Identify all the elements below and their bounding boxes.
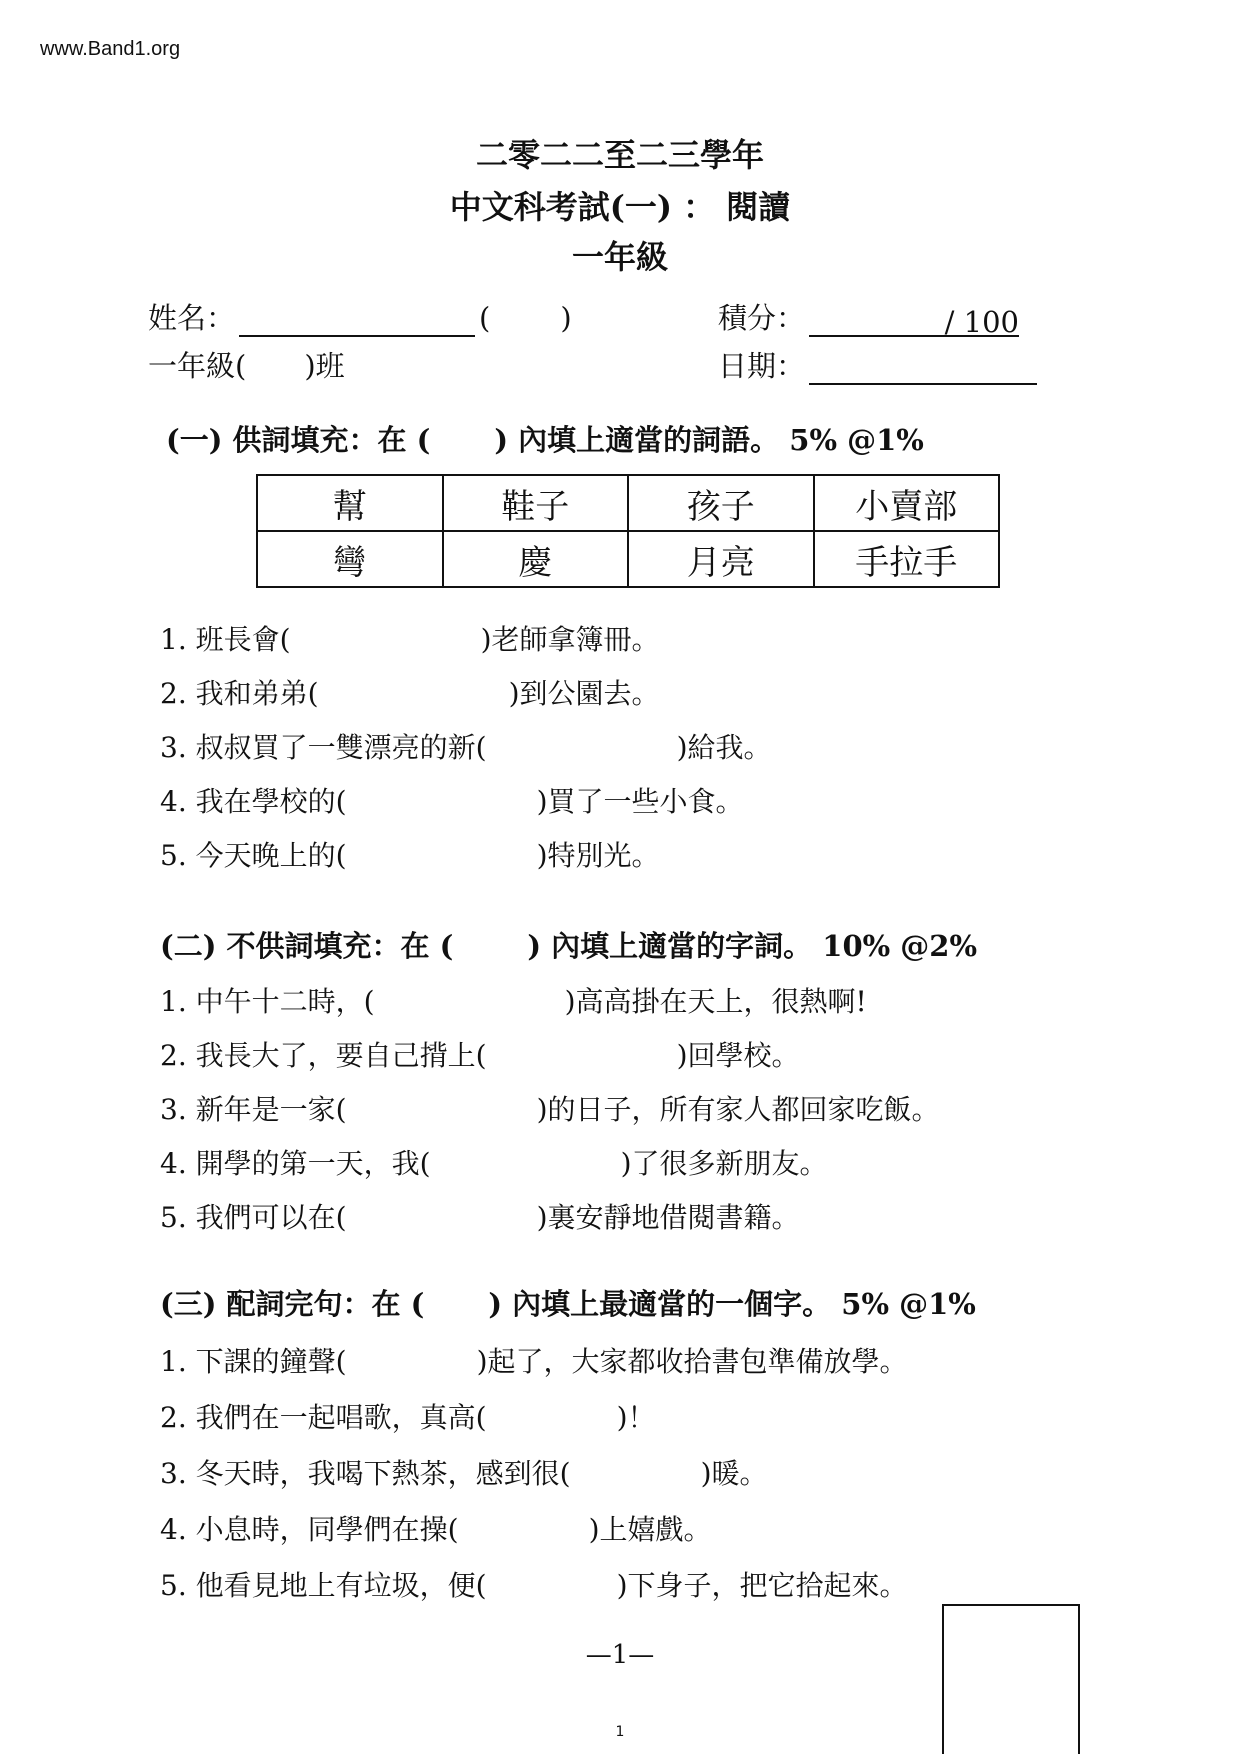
word-bank-cell: 彎	[257, 531, 443, 587]
section3-title	[160, 1282, 976, 1323]
section2-title-b: ) 內填上適當的字詞。 10% @2%	[527, 929, 978, 963]
question-number: 1.	[160, 1345, 187, 1378]
section1-title	[166, 418, 924, 459]
question-text-before: 班長會(	[195, 623, 291, 656]
word-bank-cell: 小賣部	[814, 475, 1000, 531]
date-label: 日期：	[718, 349, 806, 383]
word-bank-row	[257, 531, 999, 587]
name-blank[interactable]	[239, 305, 475, 337]
question-text-before: 我在學校的(	[195, 785, 347, 818]
question-number: 2.	[160, 1401, 187, 1434]
date-field	[718, 344, 1041, 385]
s2-question-2	[160, 1034, 800, 1074]
word-bank-cell: 孩子	[628, 475, 814, 531]
score-label: 積分：	[718, 301, 806, 335]
question-text-after: )給我。	[676, 731, 772, 764]
s2-question-3	[160, 1088, 940, 1128]
question-text-after: )起了，大家都收拾書包準備放學。	[476, 1345, 908, 1378]
name-label: 姓名：	[148, 301, 236, 335]
question-text-after: )裏安靜地借閱書籍。	[536, 1201, 800, 1234]
question-text-before: 今天晚上的(	[195, 839, 347, 872]
question-text-after: )老師拿簿冊。	[480, 623, 660, 656]
name-paren-close: )	[560, 301, 572, 335]
score-field	[718, 296, 1023, 337]
word-bank-cell: 幫	[257, 475, 443, 531]
section1-title-b: ) 內填上適當的詞語。 5% @1%	[494, 423, 924, 457]
question-number: 5.	[160, 1569, 187, 1602]
title-exam: 中文科考試(一) ： 閱讀	[449, 188, 791, 226]
score-blank[interactable]	[809, 305, 1019, 337]
section2-title	[160, 924, 977, 965]
s1-question-4	[160, 780, 744, 820]
s3-question-1	[160, 1340, 908, 1380]
question-text-after: )回學校。	[676, 1039, 800, 1072]
section3-title-a: (三) 配詞完句：在 (	[160, 1287, 425, 1321]
section1-title-a: (一) 供詞填充：在 (	[166, 423, 431, 457]
s1-question-2	[160, 672, 660, 712]
question-text-after: )下身子，把它拾起來。	[616, 1569, 908, 1602]
s1-question-1	[160, 618, 660, 658]
section2-title-a: (二) 不供詞填充：在 (	[160, 929, 454, 963]
word-bank-row	[257, 475, 999, 531]
class-field: 一年級( )班	[148, 349, 345, 383]
question-text-before: 我們在一起唱歌，真高(	[195, 1401, 487, 1434]
site-url: www.Band1.org	[40, 38, 181, 60]
question-number: 3.	[160, 1457, 187, 1490]
s2-question-5	[160, 1196, 800, 1236]
s1-question-3	[160, 726, 772, 766]
word-bank-cell: 月亮	[628, 531, 814, 587]
question-text-before: 叔叔買了一雙漂亮的新(	[195, 731, 487, 764]
question-text-after: )暖。	[700, 1457, 768, 1490]
word-bank-cell: 鞋子	[443, 475, 629, 531]
s1-question-5	[160, 834, 660, 874]
question-number: 3.	[160, 731, 187, 764]
s3-question-5	[160, 1564, 908, 1604]
s3-question-2	[160, 1396, 656, 1436]
name-paren-open: (	[479, 301, 491, 335]
question-text-after: )的日子，所有家人都回家吃飯。	[536, 1093, 940, 1126]
question-number: 1.	[160, 623, 187, 656]
page-number: 1	[615, 1724, 625, 1740]
question-text-after: )買了一些小食。	[536, 785, 744, 818]
question-text-before: 他看見地上有垃圾，便(	[195, 1569, 487, 1602]
date-blank[interactable]	[809, 353, 1037, 385]
name-field	[148, 296, 572, 337]
question-text-after: )上嬉戲。	[588, 1513, 712, 1546]
question-number: 3.	[160, 1093, 187, 1126]
question-number: 4.	[160, 1147, 187, 1180]
word-bank-cell: 手拉手	[814, 531, 1000, 587]
question-text-before: 我和弟弟(	[195, 677, 319, 710]
question-text-before: 新年是一家(	[195, 1093, 347, 1126]
question-text-after: )了很多新朋友。	[620, 1147, 828, 1180]
question-text-before: 下課的鐘聲(	[195, 1345, 347, 1378]
section3-title-b: ) 內填上最適當的一個字。 5% @1%	[488, 1287, 976, 1321]
question-number: 1.	[160, 985, 187, 1018]
question-number: 4.	[160, 1513, 187, 1546]
question-text-after: )特別光。	[536, 839, 660, 872]
question-text-after: )到公園去。	[508, 677, 660, 710]
question-number: 5.	[160, 839, 187, 872]
question-number: 4.	[160, 785, 187, 818]
question-text-after: )高高掛在天上，很熱啊!	[564, 985, 867, 1018]
s2-question-4	[160, 1142, 828, 1182]
question-text-before: 小息時，同學們在操(	[195, 1513, 459, 1546]
score-total: / 100	[944, 305, 1020, 339]
page-label: —1—	[585, 1640, 655, 1670]
question-text-after: )！	[616, 1401, 656, 1434]
question-number: 2.	[160, 1039, 187, 1072]
question-text-before: 我們可以在(	[195, 1201, 347, 1234]
title-grade: 一年級	[571, 238, 668, 276]
question-text-before: 開學的第一天，我(	[195, 1147, 431, 1180]
s2-question-1	[160, 980, 867, 1020]
question-text-before: 我長大了，要自己揹上(	[195, 1039, 487, 1072]
word-bank-table	[256, 474, 1000, 588]
question-number: 5.	[160, 1201, 187, 1234]
word-bank-cell: 慶	[443, 531, 629, 587]
s3-question-3	[160, 1452, 768, 1492]
title-school-year: 二零二二至二三學年	[475, 136, 764, 174]
s3-question-4	[160, 1508, 712, 1548]
question-text-before: 中午十二時，(	[195, 985, 375, 1018]
question-text-before: 冬天時，我喝下熱茶，感到很(	[195, 1457, 571, 1490]
question-number: 2.	[160, 677, 187, 710]
